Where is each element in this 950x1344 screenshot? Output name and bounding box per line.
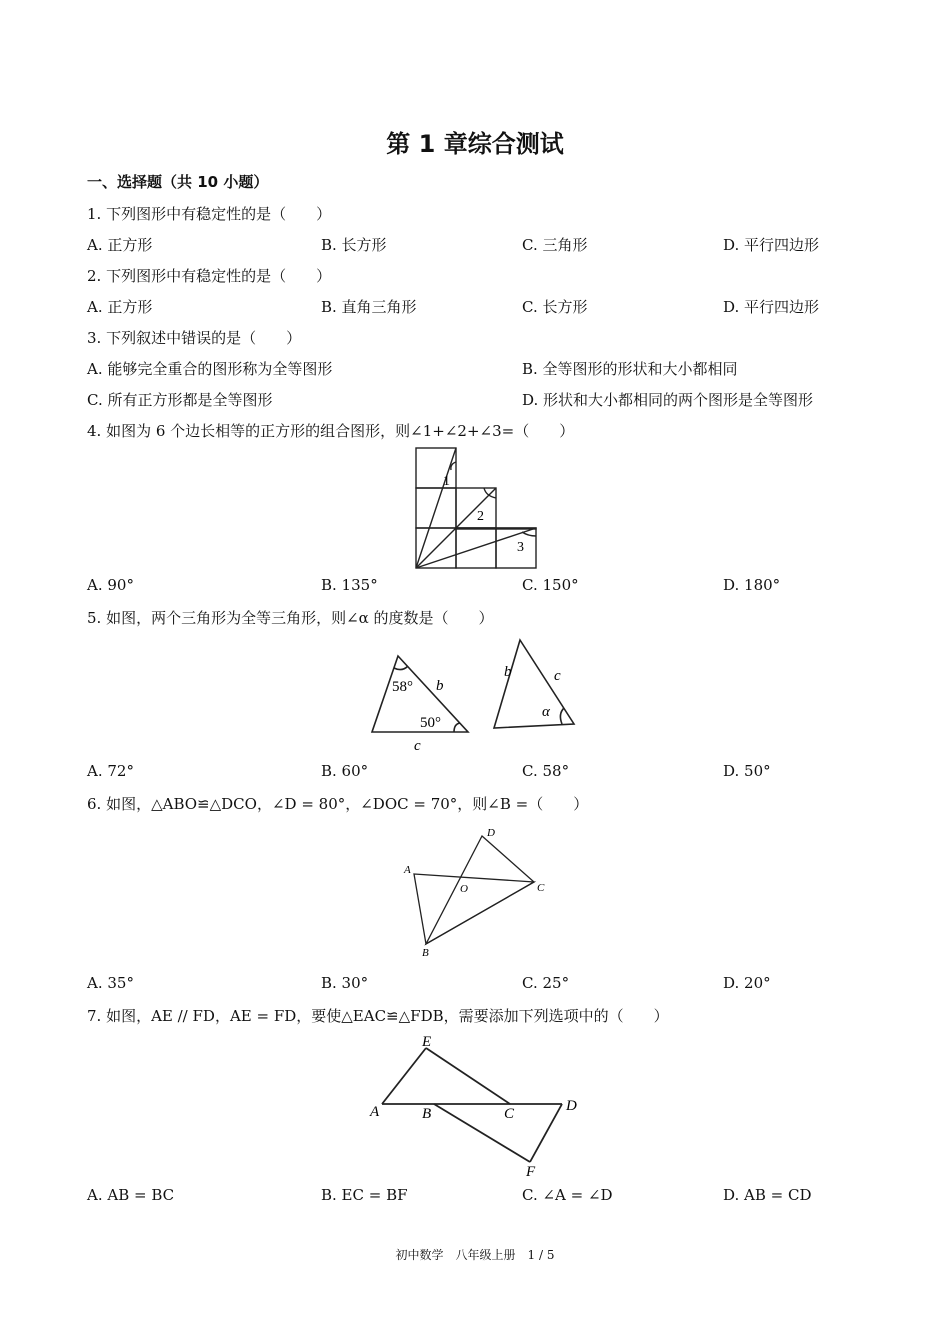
question-5-stem: 5. 如图，两个三角形为全等三角形，则∠α 的度数是（ ）	[87, 609, 494, 627]
q1-option-a: A. 正方形	[87, 236, 153, 254]
q6-option-b: B. 30°	[321, 974, 369, 992]
q1-option-c: C. 三角形	[522, 236, 588, 254]
q7-option-b: B. EC = BF	[321, 1186, 408, 1204]
label-side-c-right: c	[554, 668, 561, 684]
q6-option-c: C. 25°	[522, 974, 570, 992]
label-point-a: A	[370, 1104, 380, 1120]
q5-figure-triangles	[368, 636, 584, 754]
q6-option-a: A. 35°	[87, 974, 134, 992]
q3-option-b: B. 全等图形的形状和大小都相同	[522, 360, 738, 378]
angle-arc-3	[522, 532, 536, 536]
segment-bf	[434, 1104, 530, 1162]
q5-option-a: A. 72°	[87, 762, 134, 780]
segment-ae	[382, 1048, 426, 1104]
q3-option-d: D. 形状和大小都相同的两个图形是全等图形	[522, 391, 814, 409]
label-angle-2: 2	[477, 509, 484, 524]
question-4-stem: 4. 如图为 6 个边长相等的正方形的组合图形，则∠1+∠2+∠3=（ ）	[87, 422, 575, 440]
label-side-b-left: b	[436, 678, 444, 694]
label-50-degrees: 50°	[420, 715, 441, 731]
label-point-a: A	[404, 864, 411, 876]
label-side-b-right: b	[504, 664, 512, 680]
label-point-e: E	[422, 1034, 432, 1050]
q4-option-d: D. 180°	[723, 576, 781, 594]
page-title: 第 1 章综合测试	[386, 130, 564, 158]
section-heading: 一、选择题（共 10 小题）	[87, 173, 269, 191]
label-point-d: D	[566, 1098, 577, 1114]
q2-option-c: C. 长方形	[522, 298, 588, 316]
label-angle-3: 3	[517, 540, 524, 555]
question-3-stem: 3. 下列叙述中错误的是（ ）	[87, 329, 302, 347]
label-alpha: α	[542, 704, 550, 720]
page-footer: 初中数学 八年级上册 1 / 5	[395, 1248, 555, 1262]
label-point-d: D	[487, 827, 495, 839]
label-58-degrees: 58°	[392, 679, 413, 695]
question-2-stem: 2. 下列图形中有稳定性的是（ ）	[87, 267, 332, 285]
q4-figure-squares	[410, 444, 540, 570]
question-7-stem: 7. 如图，AE // FD，AE = FD，要使△EAC≌△FDB，需要添加下列选项中的（ ）	[87, 1007, 669, 1025]
q2-option-a: A. 正方形	[87, 298, 153, 316]
segment-ec	[426, 1048, 510, 1104]
label-point-f: F	[526, 1164, 536, 1178]
q1-option-d: D. 平行四边形	[723, 236, 820, 254]
line-to-1	[416, 448, 456, 568]
q5-option-d: D. 50°	[723, 762, 771, 780]
triangle-right	[494, 640, 574, 728]
q3-option-c: C. 所有正方形都是全等图形	[87, 391, 273, 409]
question-1-stem: 1. 下列图形中有稳定性的是（ ）	[87, 205, 332, 223]
label-point-c: C	[504, 1106, 515, 1122]
q2-option-d: D. 平行四边形	[723, 298, 820, 316]
q6-figure-crossing-triangles	[398, 822, 550, 960]
label-point-o: O	[460, 883, 468, 895]
angle-arc-alpha	[560, 708, 564, 724]
angle-arc-58	[394, 666, 408, 670]
question-6-stem: 6. 如图，△ABO≌△DCO，∠D = 80°，∠DOC = 70°，则∠B =（ ）	[87, 795, 589, 813]
label-angle-1: 1	[443, 474, 450, 489]
label-point-c: C	[537, 882, 545, 894]
label-side-c-left: c	[414, 738, 421, 754]
q3-option-a: A. 能够完全重合的图形称为全等图形	[87, 360, 333, 378]
q5-option-c: C. 58°	[522, 762, 570, 780]
segment-df	[530, 1104, 562, 1162]
q6-option-d: D. 20°	[723, 974, 771, 992]
q7-figure-triangles	[366, 1030, 586, 1178]
q7-option-d: D. AB = CD	[723, 1186, 812, 1204]
q4-option-a: A. 90°	[87, 576, 134, 594]
q7-option-c: C. ∠A = ∠D	[522, 1186, 613, 1204]
q4-option-c: C. 150°	[522, 576, 579, 594]
q2-option-b: B. 直角三角形	[321, 298, 417, 316]
label-point-b: B	[422, 1106, 432, 1122]
angle-arc-50	[454, 723, 460, 732]
q4-option-b: B. 135°	[321, 576, 378, 594]
q5-option-b: B. 60°	[321, 762, 369, 780]
q1-option-b: B. 长方形	[321, 236, 387, 254]
label-point-b: B	[422, 947, 429, 959]
q7-option-a: A. AB = BC	[87, 1186, 175, 1204]
